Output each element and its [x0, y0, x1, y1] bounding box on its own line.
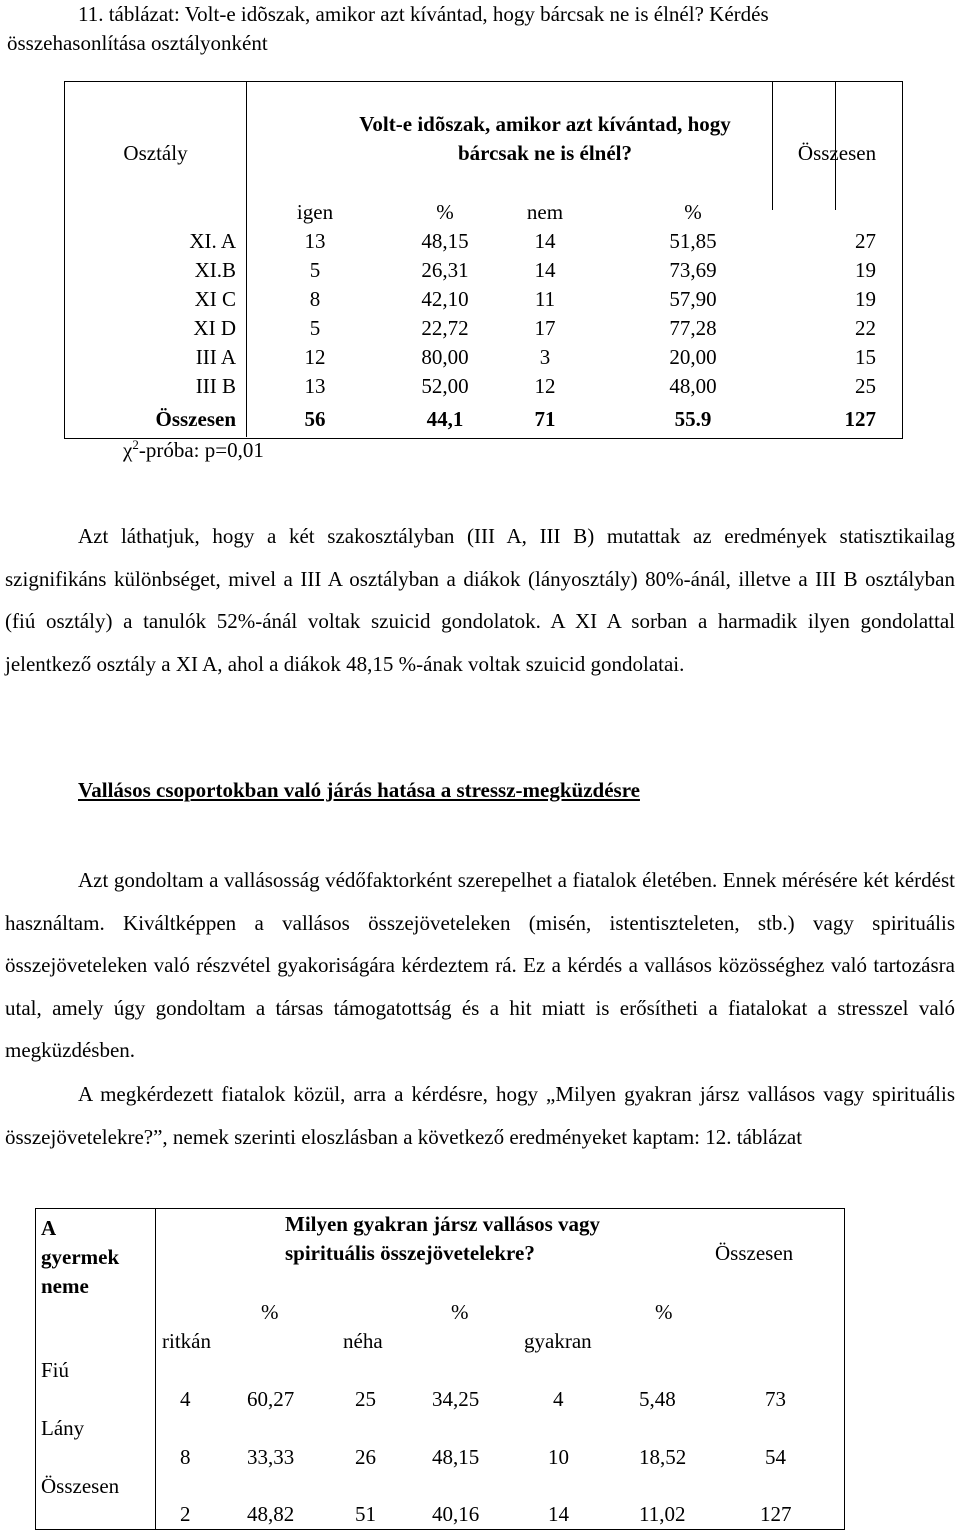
chi-text: -próba: p=0,01 — [138, 438, 264, 462]
cell-value: 48,82 — [247, 1502, 295, 1526]
subheader-igen: igen — [296, 200, 334, 224]
total-igen: 56 — [304, 407, 326, 431]
row-igen: 5 — [309, 258, 321, 282]
paragraph-religion — [5, 859, 955, 1072]
row-igen-pct: 42,10 — [421, 287, 469, 311]
caption-line-1: 11. táblázat: Volt-e idõszak, amikor azt kívántad, hogy bárcsak ne is élnél? Kérdés — [78, 2, 769, 26]
subheader-ritkan-pct: % — [261, 1300, 279, 1324]
row-total: 15 — [855, 345, 876, 369]
cell-value: 60,27 — [247, 1387, 295, 1411]
total-total: 127 — [844, 407, 876, 431]
row-name: III A — [195, 345, 236, 369]
caption-line-2: összehasonlítása osztályonként — [7, 31, 268, 55]
row-total: 27 — [855, 229, 876, 253]
row-nem: 14 — [534, 258, 556, 282]
row-igen: 8 — [309, 287, 321, 311]
row-igen: 13 — [304, 374, 326, 398]
header-gender-line-3: neme — [41, 1274, 89, 1298]
row-nem: 14 — [534, 229, 556, 253]
subheader-ritkan: ritkán — [162, 1329, 211, 1353]
cell-value: 73 — [765, 1387, 786, 1411]
row-nem: 11 — [534, 287, 556, 311]
row-name: XI.B — [194, 258, 236, 282]
total-nem-pct: 55.9 — [674, 407, 712, 431]
row-nem: 12 — [534, 374, 556, 398]
paragraph-religion-text: Azt gondoltam a vallásosság védőfaktorként szerepelhet a fiatalok életében. Ennek mérésére két kérdést használtam. Kiváltképpen a vallásos összejöveteleken (misén, istentiszteleten, stb.) vagy spirituális összejöveteleken való részvétel gyakoriságára kérdeztem rá. Ez a kérdés a vallásos közösséghez való tartozásra utal, amely úgy gondoltam a társas támogatottság és a hit miatt is erősítheti a fiatalokat a stresszel való megküzdésben. — [5, 868, 955, 1062]
row-total: 19 — [855, 258, 876, 282]
total-row-name: Összesen — [155, 407, 236, 431]
gender-frequency-table — [35, 1208, 845, 1530]
row-igen-pct: 80,00 — [421, 345, 469, 369]
cell-value: 11,02 — [639, 1502, 686, 1526]
header-gender — [41, 1214, 119, 1301]
class-comparison-table — [64, 81, 903, 439]
cell-value: 2 — [180, 1502, 191, 1526]
cell-value: 18,52 — [639, 1445, 687, 1469]
cell-value: 4 — [553, 1387, 564, 1411]
header-gender-line-1: A — [41, 1216, 57, 1240]
row-total: 19 — [855, 287, 876, 311]
row-total: 22 — [855, 316, 876, 340]
row-nem-pct: 57,90 — [669, 287, 717, 311]
subheader-gyakran-pct: % — [655, 1300, 673, 1324]
row-name: XI D — [193, 316, 236, 340]
header-gender-line-2: gyermek — [41, 1245, 120, 1269]
cell-value: 25 — [355, 1387, 376, 1411]
row-nem-pct: 73,69 — [669, 258, 717, 282]
row-igen-pct: 26,31 — [421, 258, 469, 282]
subheader-nem: nem — [526, 200, 564, 224]
subheader-neha-pct: % — [451, 1300, 469, 1324]
paragraph-question — [5, 1073, 955, 1158]
cell-value: 26 — [355, 1445, 376, 1469]
total-igen-pct: 44,1 — [426, 407, 464, 431]
row-nem-pct: 48,00 — [669, 374, 717, 398]
chi-square-note — [123, 437, 264, 463]
row-igen: 5 — [309, 316, 321, 340]
total-nem: 71 — [534, 407, 556, 431]
row-name: XI. A — [189, 229, 236, 253]
cell-value: 14 — [548, 1502, 569, 1526]
header-question-2-line-1: Milyen gyakran jársz vallásos vagy — [285, 1212, 600, 1236]
subheader-gyakran: gyakran — [524, 1329, 592, 1353]
row-name: III B — [195, 374, 236, 398]
cell-value: 48,15 — [432, 1445, 480, 1469]
row-total: 25 — [855, 374, 876, 398]
row-label-osszesen: Összesen — [41, 1474, 120, 1498]
cell-value: 4 — [180, 1387, 191, 1411]
cell-value: 33,33 — [247, 1445, 295, 1469]
header-total-2: Összesen — [715, 1241, 794, 1265]
subheader-nem-pct: % — [684, 200, 702, 224]
cell-value: 40,16 — [432, 1502, 480, 1526]
header-question-2-line-2: spirituális összejövetelekre? — [285, 1241, 535, 1265]
cell-value: 10 — [548, 1445, 569, 1469]
row-nem: 3 — [539, 345, 551, 369]
header-class: Osztály — [123, 141, 188, 165]
row-label-lany: Lány — [41, 1416, 85, 1440]
paragraph-results — [5, 515, 955, 685]
header-question-line-1: Volt-e idõszak, amikor azt kívántad, hogy — [359, 112, 731, 136]
row-name: XI C — [194, 287, 236, 311]
header-total: Összesen — [797, 141, 877, 165]
subheader-igen-pct: % — [436, 200, 454, 224]
paragraph-question-text: A megkérdezett fiatalok közül, arra a kérdésre, hogy „Milyen gyakran jársz vallásos vagy spirituális összejövetelekre?”, nemek szerinti eloszlásban a következő eredményeket kaptam: 12. táblázat — [5, 1082, 955, 1149]
row-igen: 12 — [304, 345, 326, 369]
paragraph-results-text: Azt láthatjuk, hogy a két szakosztályban (III A, III B) mutattak az eredmények statisztikailag szignifikáns különbséget, mivel a III A osztályban a diákok (lányosztály) 80%-ánál, illetve a III B osztályban (fiú osztály) a tanulók 52%-ánál voltak szuicid gondolatok. A XI A sorban a harmadik ilyen gondolattal jelentkező osztály a XI A, ahol a diákok 48,15 %-ának voltak szuicid gondolatai. — [5, 524, 955, 676]
cell-value: 5,48 — [639, 1387, 676, 1411]
row-label-fiu: Fiú — [41, 1358, 70, 1382]
section-heading: Vallásos csoportokban való járás hatása a stressz-megküzdésre — [78, 778, 640, 802]
row-nem-pct: 77,28 — [669, 316, 717, 340]
table-caption — [7, 0, 958, 58]
cell-value: 127 — [760, 1502, 792, 1526]
row-nem-pct: 20,00 — [669, 345, 717, 369]
chi-symbol: χ — [123, 438, 133, 462]
row-igen-pct: 48,15 — [421, 229, 469, 253]
header-question-line-2: bárcsak ne is élnél? — [457, 141, 633, 165]
subheader-neha: néha — [343, 1329, 383, 1353]
chi-superscript: 2 — [132, 437, 139, 452]
cell-value: 8 — [180, 1445, 191, 1469]
row-igen: 13 — [304, 229, 326, 253]
row-nem-pct: 51,85 — [669, 229, 717, 253]
row-igen-pct: 22,72 — [421, 316, 469, 340]
row-nem: 17 — [534, 316, 556, 340]
row-igen-pct: 52,00 — [421, 374, 469, 398]
cell-value: 54 — [765, 1445, 786, 1469]
cell-value: 34,25 — [432, 1387, 480, 1411]
cell-value: 51 — [355, 1502, 376, 1526]
